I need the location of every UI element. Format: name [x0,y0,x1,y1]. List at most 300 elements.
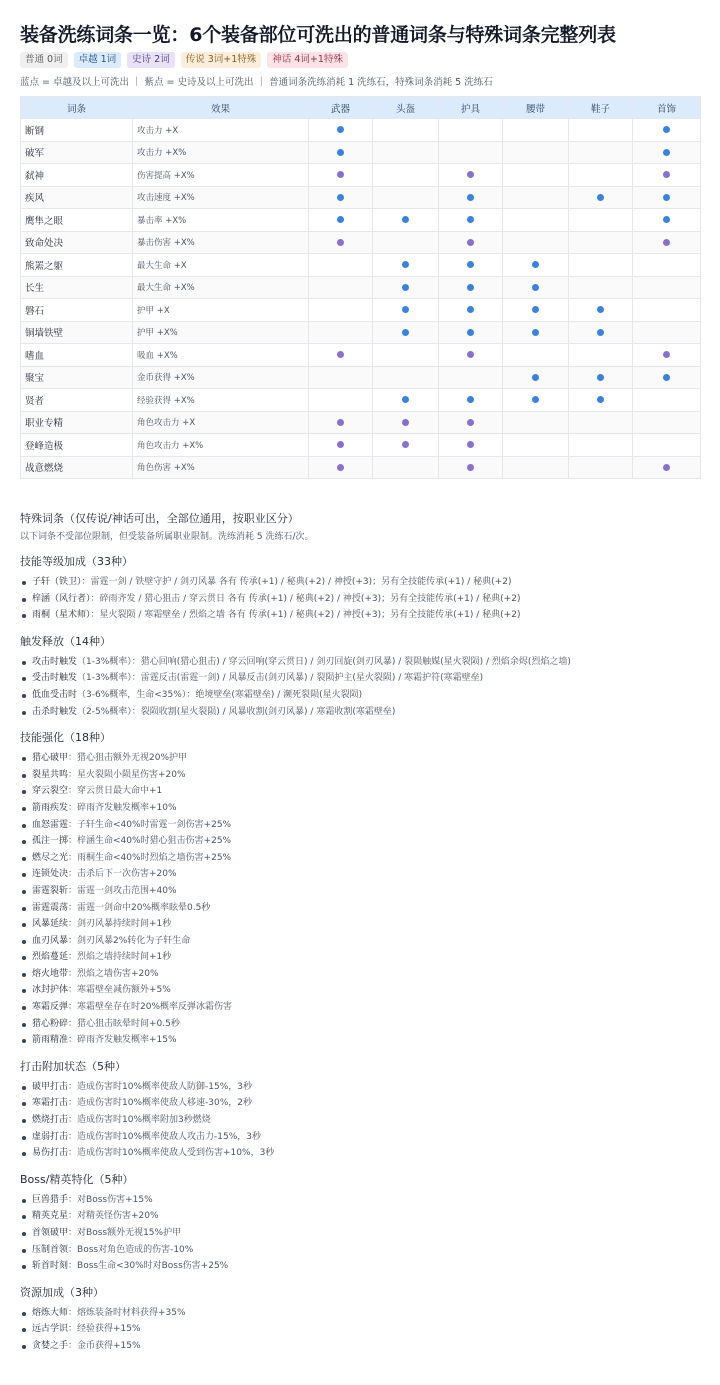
affix-effect: 经验获得 +X% [133,389,309,412]
affix-effect: 角色攻击力 +X% [133,434,309,457]
item-desc: ：造成伤害时10%概率附加3秒燃烧 [68,1115,211,1126]
item-key: 箭雨疾发 [32,802,69,813]
excellent-dot-icon [663,194,670,201]
excellent-dot-icon [597,374,604,381]
list-item [20,591,700,608]
affix-name: 嗜血 [21,344,133,367]
excellent-dot-icon [402,216,409,223]
epic-dot-icon [337,464,344,471]
list-item [20,1016,700,1033]
slot-cell [633,299,701,322]
list-item [20,949,700,966]
slot-cell [503,434,569,457]
slot-cell [373,254,439,277]
affix-name: 弑神 [21,164,133,187]
table-header-row [21,97,701,119]
special-section [20,730,700,1049]
slot-cell [569,411,633,434]
item-key: 首领破甲 [32,1228,69,1238]
item-key: 易伤打击 [32,1148,69,1159]
table-row [21,209,701,232]
slot-cell [309,119,373,142]
affix-effect: 最大生命 +X% [133,276,309,299]
item-key: 雷霆裂斩 [32,885,69,896]
excellent-dot-icon [532,306,539,313]
item-desc: ：剑刃风暴2%转化为子轩生命 [68,935,191,946]
slot-cell [633,209,701,232]
item-desc: ：碎雨齐发触发概率+10% [68,802,177,813]
item-desc: ：猎心狙击眩晕时间+0.5秒 [68,1018,180,1029]
epic-dot-icon [663,351,670,358]
item-desc: ：造成伤害时10%概率使敌人受到伤害+10%，3秒 [68,1148,275,1159]
excellent-dot-icon [337,194,344,201]
excellent-dot-icon [663,126,670,133]
slot-cell [503,366,569,389]
excellent-dot-icon [467,396,474,403]
section-title: 技能强化（18种） [20,731,111,745]
item-desc: ：Boss生命<30%时对Boss伤害+25% [68,1261,229,1272]
table-row [21,344,701,367]
item-desc: ：烈焰之墙伤害+20% [68,968,159,979]
page-title: 装备洗练词条一览：6个装备部位可洗出的普通词条与特殊词条完整列表 [20,24,616,46]
slot-cell [439,434,503,457]
slot-cell [633,434,701,457]
list-item [20,750,700,767]
item-key: 连锁处决 [32,869,69,880]
table-row [21,186,701,209]
affix-name: 聚宝 [21,366,133,389]
list-item [20,1305,700,1322]
affix-effect: 攻击力 +X% [133,141,309,164]
affix-effect: 伤害提高 +X% [133,164,309,187]
slot-cell [569,119,633,142]
epic-dot-icon [337,171,344,178]
slot-cell [309,186,373,209]
list-item [20,607,700,624]
list-item [20,916,700,933]
item-desc: ：碎雨齐发 / 猎心狙击 / 穿云贯日 各有 传承(+1) / 秘典(+2) / 神授(+3)；另有全技能传承(+1) / 秘典(+2) [90,593,521,604]
list-item [20,687,700,704]
slot-cell [439,119,503,142]
slot-cell [633,366,701,389]
affix-name: 贤者 [21,389,133,412]
table-row [21,141,701,164]
list-item [20,1192,700,1209]
item-key: 雨桐（星术师） [32,610,91,621]
special-section [20,634,700,720]
item-desc: ：星火裂陨小陨星伤害+20% [68,769,186,780]
excellent-dot-icon [402,329,409,336]
table-row [21,299,701,322]
slot-cell [309,321,373,344]
slot-cell [309,209,373,232]
section-list [20,1079,700,1162]
affix-name: 职业专精 [21,411,133,434]
excellent-dot-icon [597,396,604,403]
excellent-dot-icon [532,261,539,268]
item-key: 箭雨精准 [32,1035,69,1046]
item-key: 雷霆震荡 [32,902,69,913]
rarity-tags [20,52,700,68]
slot-cell [373,276,439,299]
special-title: 特殊词条（仅传说/神话可出，全部位通用，按职业区分） [20,512,299,525]
slot-cell [439,456,503,479]
slot-cell [633,119,701,142]
slot-cell [439,411,503,434]
slot-cell [373,119,439,142]
slot-cell [503,231,569,254]
list-item [20,1321,700,1338]
slot-cell [439,254,503,277]
slot-cell [309,344,373,367]
affix-effect: 暴击伤害 +X% [133,231,309,254]
special-section [20,1285,700,1355]
item-key: 猎心破甲 [32,753,69,764]
item-desc: ：星火裂陨 / 寒霜壁垒 / 烈焰之墙 各有 传承(+1) / 秘典(+2) / 神授(+3)；另有全技能传承(+1) / 秘典(+2) [90,610,521,621]
slot-cell [439,164,503,187]
item-key: 压制首领 [32,1244,69,1255]
affix-effect: 最大生命 +X [133,254,309,277]
item-desc: ：梓涵生命<40%时猎心狙击伤害+25% [68,836,232,847]
slot-cell [569,276,633,299]
list-item [20,1338,700,1355]
item-key: 破甲打击 [32,1081,69,1092]
table-row [21,366,701,389]
slot-cell [569,344,633,367]
slot-cell [633,344,701,367]
item-desc: ：熔炼装备时材料获得+35% [68,1307,186,1318]
affix-effect: 吸血 +X% [133,344,309,367]
slot-cell [439,321,503,344]
excellent-dot-icon [663,216,670,223]
item-key: 子轩（铁卫） [32,577,82,587]
list-item [20,833,700,850]
epic-dot-icon [402,419,409,426]
slot-cell [569,366,633,389]
special-section [20,1059,700,1162]
slot-cell [439,344,503,367]
affix-effect: 攻击速度 +X% [133,186,309,209]
item-key: 燃尽之光 [32,852,69,863]
slot-cell [373,141,439,164]
rarity-tag-epic: 史诗 2词 [127,52,175,68]
item-desc: ：碎雨齐发触发概率+15% [68,1035,177,1046]
list-item [20,1145,700,1162]
col-header-helmet: 头盔 [373,97,439,119]
epic-dot-icon [467,441,474,448]
item-key: 击杀时触发 [32,706,78,717]
affix-table [20,96,701,479]
item-desc: ：子轩生命<40%时雷霆一剑伤害+25% [68,819,232,830]
epic-dot-icon [337,351,344,358]
item-desc: ：烈焰之墙持续时间+1秒 [68,952,172,963]
slot-cell [309,434,373,457]
item-key: 孤注一掷 [32,836,69,847]
list-item [20,850,700,867]
section-title: 技能等级加成（33种） [20,555,133,568]
slot-cell [309,164,373,187]
item-desc: ：猎心狙击额外无视20%护甲 [68,753,188,764]
table-row [21,164,701,187]
excellent-dot-icon [532,284,539,291]
excellent-dot-icon [467,194,474,201]
affix-name: 熊罴之躯 [21,254,133,277]
affix-effect: 护甲 +X% [133,321,309,344]
slot-cell [503,209,569,232]
list-item [20,817,700,834]
excellent-dot-icon [467,284,474,291]
slot-cell [503,456,569,479]
slot-cell [503,164,569,187]
slot-cell [309,299,373,322]
item-key: 虚弱打击 [32,1131,69,1142]
slot-cell [569,186,633,209]
list-item [20,704,700,721]
item-key: 冰封护体 [32,985,69,996]
section-list [20,750,700,1049]
item-desc: ：寒霜壁垒减伤额外+5% [68,985,171,996]
table-row [21,321,701,344]
table-row [21,254,701,277]
list-item [20,999,700,1016]
epic-dot-icon [337,441,344,448]
slot-cell [373,344,439,367]
slot-cell [633,141,701,164]
table-row [21,389,701,412]
table-row [21,434,701,457]
list-item [20,1258,700,1275]
affix-name: 磐石 [21,299,133,322]
special-section [20,554,700,624]
item-key: 攻击时触发 [32,656,78,667]
slot-cell [373,209,439,232]
excellent-dot-icon [337,149,344,156]
slot-cell [373,411,439,434]
epic-dot-icon [663,464,670,471]
slot-cell [439,366,503,389]
item-key: 寒霜反弹 [32,1002,69,1013]
affix-effect: 暴击率 +X% [133,209,309,232]
item-key: 猎心粉碎 [32,1018,69,1029]
epic-dot-icon [663,239,670,246]
excellent-dot-icon [597,306,604,313]
item-desc: ：造成伤害时10%概率使敌人防御-15%，3秒 [68,1081,252,1092]
item-desc: ：金币获得+15% [68,1340,141,1351]
list-item [20,1129,700,1146]
excellent-dot-icon [532,374,539,381]
item-key: 寒霜打击 [32,1098,69,1109]
item-key: 风暴延续 [32,919,69,930]
list-item [20,1095,700,1112]
item-key: 梓涵（风行者） [32,593,91,604]
excellent-dot-icon [597,329,604,336]
item-desc: ：经验获得+15% [68,1324,141,1335]
list-item [20,574,700,591]
slot-cell [503,276,569,299]
slot-cell [569,164,633,187]
item-desc: ：寒霜壁垒存在时20%概率反弹冰霜伤害 [68,1002,233,1013]
affix-name: 长生 [21,276,133,299]
excellent-dot-icon [663,149,670,156]
rarity-tag-excellent: 卓越 1词 [74,52,122,68]
affix-name: 致命处决 [21,231,133,254]
table-body [21,119,701,479]
slot-cell [633,276,701,299]
excellent-dot-icon [402,261,409,268]
item-desc: ：造成伤害时10%概率使敌人移速-30%，2秒 [68,1098,252,1109]
slot-cell [373,389,439,412]
item-desc: ：雷霆一剑攻击范围+40% [68,885,177,896]
excellent-dot-icon [402,306,409,313]
section-list [20,654,700,720]
item-key: 巨兽猎手 [32,1194,69,1205]
epic-dot-icon [467,351,474,358]
list-item [20,654,700,671]
list-item [20,966,700,983]
slot-cell [503,389,569,412]
item-key: 烈焰蔓延 [32,952,69,963]
affix-name: 疾风 [21,186,133,209]
slot-cell [309,276,373,299]
slot-cell [569,141,633,164]
slot-cell [503,141,569,164]
item-key: 裂星共鸣 [32,769,69,780]
section-title: Boss/精英特化（5种） [20,1172,134,1186]
item-key: 低血受击时 [32,689,78,700]
slot-cell [503,186,569,209]
item-desc: ：雷霆一剑命中20%概率眩晕0.5秒 [68,902,211,913]
item-desc: （2-5%概率）：裂陨收割(星火裂陨) / 风暴收割(剑刃风暴) / 寒霜收割(寒霜壁垒) [77,706,396,717]
slot-cell [633,164,701,187]
excellent-dot-icon [337,216,344,223]
excellent-dot-icon [597,194,604,201]
affix-name: 战意燃烧 [21,456,133,479]
section-list [20,1192,700,1275]
col-header-weapon: 武器 [309,97,373,119]
item-desc: ：剑刃风暴持续时间+1秒 [68,919,172,930]
list-item [20,800,700,817]
item-key: 血怒雷霆 [32,819,69,830]
slot-cell [309,389,373,412]
col-header-affix: 词条 [21,97,133,119]
slot-cell [439,299,503,322]
slot-cell [633,231,701,254]
slot-cell [373,231,439,254]
slot-cell [503,321,569,344]
slot-cell [373,434,439,457]
slot-cell [439,231,503,254]
item-key: 穿云裂空 [32,786,69,797]
list-item [20,883,700,900]
epic-dot-icon [467,464,474,471]
excellent-dot-icon [663,374,670,381]
section-list [20,574,700,624]
slot-cell [503,299,569,322]
col-header-armor: 护具 [439,97,503,119]
epic-dot-icon [337,419,344,426]
special-note: 以下词条不受部位限制，但受装备所属职业限制。洗练消耗 5 洗练石/次。 [20,532,314,542]
slot-cell [503,344,569,367]
epic-dot-icon [467,239,474,246]
item-key: 熔火地带 [32,968,69,979]
item-key: 熔炼大师 [32,1307,69,1318]
slot-cell [569,321,633,344]
list-item [20,933,700,950]
table-row [21,456,701,479]
slot-cell [373,164,439,187]
excellent-dot-icon [467,306,474,313]
list-item [20,866,700,883]
slot-cell [633,456,701,479]
legend-note: 蓝点 = 卓越及以上可洗出 ｜ 紫点 = 史诗及以上可洗出 ｜ 普通词条洗练消耗 1 洗练石，特殊词条消耗 5 洗练石 [20,77,493,88]
affix-name: 破军 [21,141,133,164]
affix-effect: 角色伤害 +X% [133,456,309,479]
item-desc: ：对精英怪伤害+20% [68,1211,159,1222]
slot-cell [439,276,503,299]
item-key: 贪婪之手 [32,1340,69,1351]
slot-cell [503,254,569,277]
affix-effect: 金币获得 +X% [133,366,309,389]
slot-cell [569,299,633,322]
table-row [21,119,701,142]
slot-cell [439,209,503,232]
special-sections [20,554,700,1355]
table-row [21,231,701,254]
affix-name: 铜墙铁壁 [21,321,133,344]
excellent-dot-icon [402,284,409,291]
slot-cell [309,411,373,434]
item-key: 精英克星 [32,1211,69,1222]
rarity-tag-legendary: 传说 3词+1特殊 [181,52,262,68]
col-header-belt: 腰带 [503,97,569,119]
list-item [20,783,700,800]
rarity-tag-mythic: 神话 4词+1特殊 [267,52,348,68]
slot-cell [309,231,373,254]
item-desc: （1-3%概率）：猎心回响(猎心狙击) / 穿云回响(穿云贯日) / 剑刃回旋(剑刃风暴) / 裂陨触媒(星火裂陨) / 烈焰余烬(烈焰之墙) [77,656,571,667]
list-item [20,1112,700,1129]
slot-cell [373,456,439,479]
section-title: 资源加成（3种） [20,1285,104,1299]
list-item [20,982,700,999]
affix-effect: 角色攻击力 +X [133,411,309,434]
epic-dot-icon [337,239,344,246]
item-desc: ：Boss对角色造成的伤害-10% [68,1244,194,1255]
list-item [20,900,700,917]
slot-cell [373,321,439,344]
col-header-boots: 鞋子 [569,97,633,119]
item-desc: ：造成伤害时10%概率使敌人攻击力-15%，3秒 [68,1131,261,1142]
affix-name: 鹰隼之眼 [21,209,133,232]
special-section [20,1172,700,1275]
list-item [20,1032,700,1049]
slot-cell [569,254,633,277]
slot-cell [569,456,633,479]
item-desc: ：对Boss伤害+15% [68,1194,153,1205]
slot-cell [439,186,503,209]
slot-cell [373,366,439,389]
slot-cell [439,141,503,164]
slot-cell [633,321,701,344]
excellent-dot-icon [467,329,474,336]
item-key: 受击时触发 [32,673,78,684]
slot-cell [633,411,701,434]
affix-name: 登峰造极 [21,434,133,457]
slot-cell [633,254,701,277]
epic-dot-icon [402,441,409,448]
slot-cell [309,254,373,277]
item-desc: ：对Boss额外无视15%护甲 [68,1228,182,1238]
item-desc: ：击杀后下一次伤害+20% [68,869,177,880]
